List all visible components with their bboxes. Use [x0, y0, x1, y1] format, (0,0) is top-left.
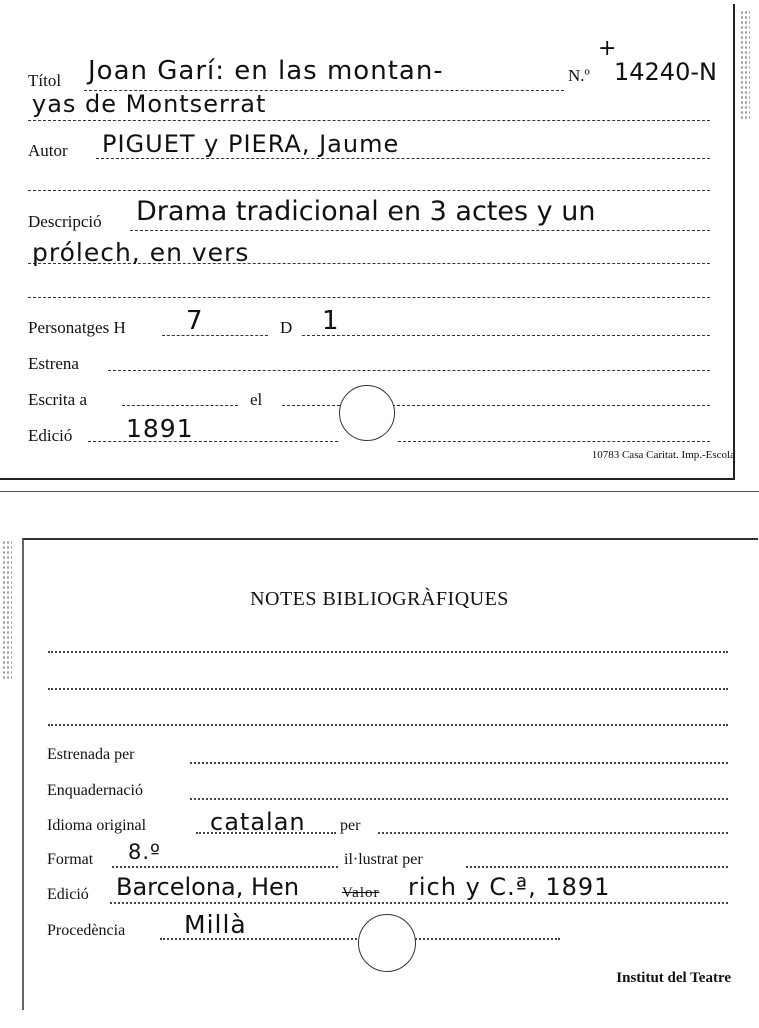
numero-value: 14240-N: [614, 58, 717, 86]
titol-value-line1: Joan Garí: en las montan-: [88, 56, 444, 86]
illustrat-label: il·lustrat per: [344, 851, 423, 868]
estrena-label: Estrena: [28, 354, 79, 373]
autor-value: PIGUET y PIERA, Jaume: [102, 130, 400, 158]
format-line: [112, 866, 338, 868]
procedencia-value: Millà: [184, 910, 247, 939]
edicio2-label: Edició: [47, 886, 89, 903]
illustrat-line: [466, 866, 728, 868]
edicio-value: 1891: [126, 414, 194, 443]
edicio2-struck-word: Valor: [342, 885, 380, 901]
idioma-per-label: per: [340, 817, 361, 834]
printer-imprint: 10783 Casa Caritat. Imp.-Escola: [591, 449, 735, 461]
card-separator: [0, 491, 759, 492]
edicio2-value-b: rich y C.ª, 1891: [408, 873, 611, 901]
autor-line-2: [28, 190, 710, 191]
punch-hole-stamp-2: [358, 914, 416, 972]
autor-label: Autor: [28, 141, 68, 160]
format-label: Format: [47, 851, 94, 868]
titol-value-line2: yas de Montserrat: [32, 90, 267, 118]
procedencia-label: Procedència: [47, 922, 126, 939]
idioma-value: catalan: [210, 808, 306, 836]
enquadernacio-line: [190, 798, 728, 800]
numero-label: N.º: [568, 66, 590, 85]
edicio-line-right: [398, 441, 710, 442]
descripcio-value-line1: Drama tradicional en 3 actes y un: [136, 196, 596, 227]
institut-imprint: Institut del Teatre: [616, 970, 731, 986]
notes-line-2: [48, 688, 728, 690]
estrenada-label: Estrenada per: [47, 746, 135, 763]
personatges-d-value: 1: [322, 306, 340, 336]
edicio2-line: [110, 902, 728, 904]
idioma-per-line: [378, 832, 728, 834]
notes-line-3: [48, 724, 728, 726]
personatges-d-line: [302, 335, 710, 336]
descripcio-line: [130, 230, 710, 231]
enquadernacio-label: Enquadernació: [47, 782, 143, 799]
numero-mark: +: [598, 36, 618, 61]
notes-heading: NOTES BIBLIOGRÀFIQUES: [250, 588, 509, 610]
escrita-label: Escrita a: [28, 390, 87, 409]
format-value: 8.º: [128, 840, 161, 864]
el-label: el: [250, 390, 263, 409]
descripcio-line-3: [28, 297, 710, 298]
personatges-h-value: 7: [186, 306, 204, 336]
personatges-h-line: [162, 335, 268, 336]
personatges-d-label: D: [280, 318, 293, 337]
titol-label: Títol: [28, 71, 62, 90]
autor-line: [96, 158, 710, 159]
estrenada-line: [190, 762, 728, 764]
descripcio-value-line2: prólech, en vers: [32, 238, 250, 267]
scan-speckle-right: [740, 10, 750, 120]
personatges-label: Personatges H: [28, 318, 126, 337]
descripcio-label: Descripció: [28, 212, 102, 231]
escrita-line: [122, 405, 238, 406]
titol-line-2: [28, 120, 710, 121]
edicio-label: Edició: [28, 426, 73, 445]
edicio2-value-a: Barcelona, Hen: [116, 873, 300, 901]
idioma-label: Idioma original: [47, 817, 147, 834]
notes-line-1: [48, 651, 728, 653]
estrena-line: [108, 370, 710, 371]
punch-hole-stamp: [339, 385, 395, 441]
